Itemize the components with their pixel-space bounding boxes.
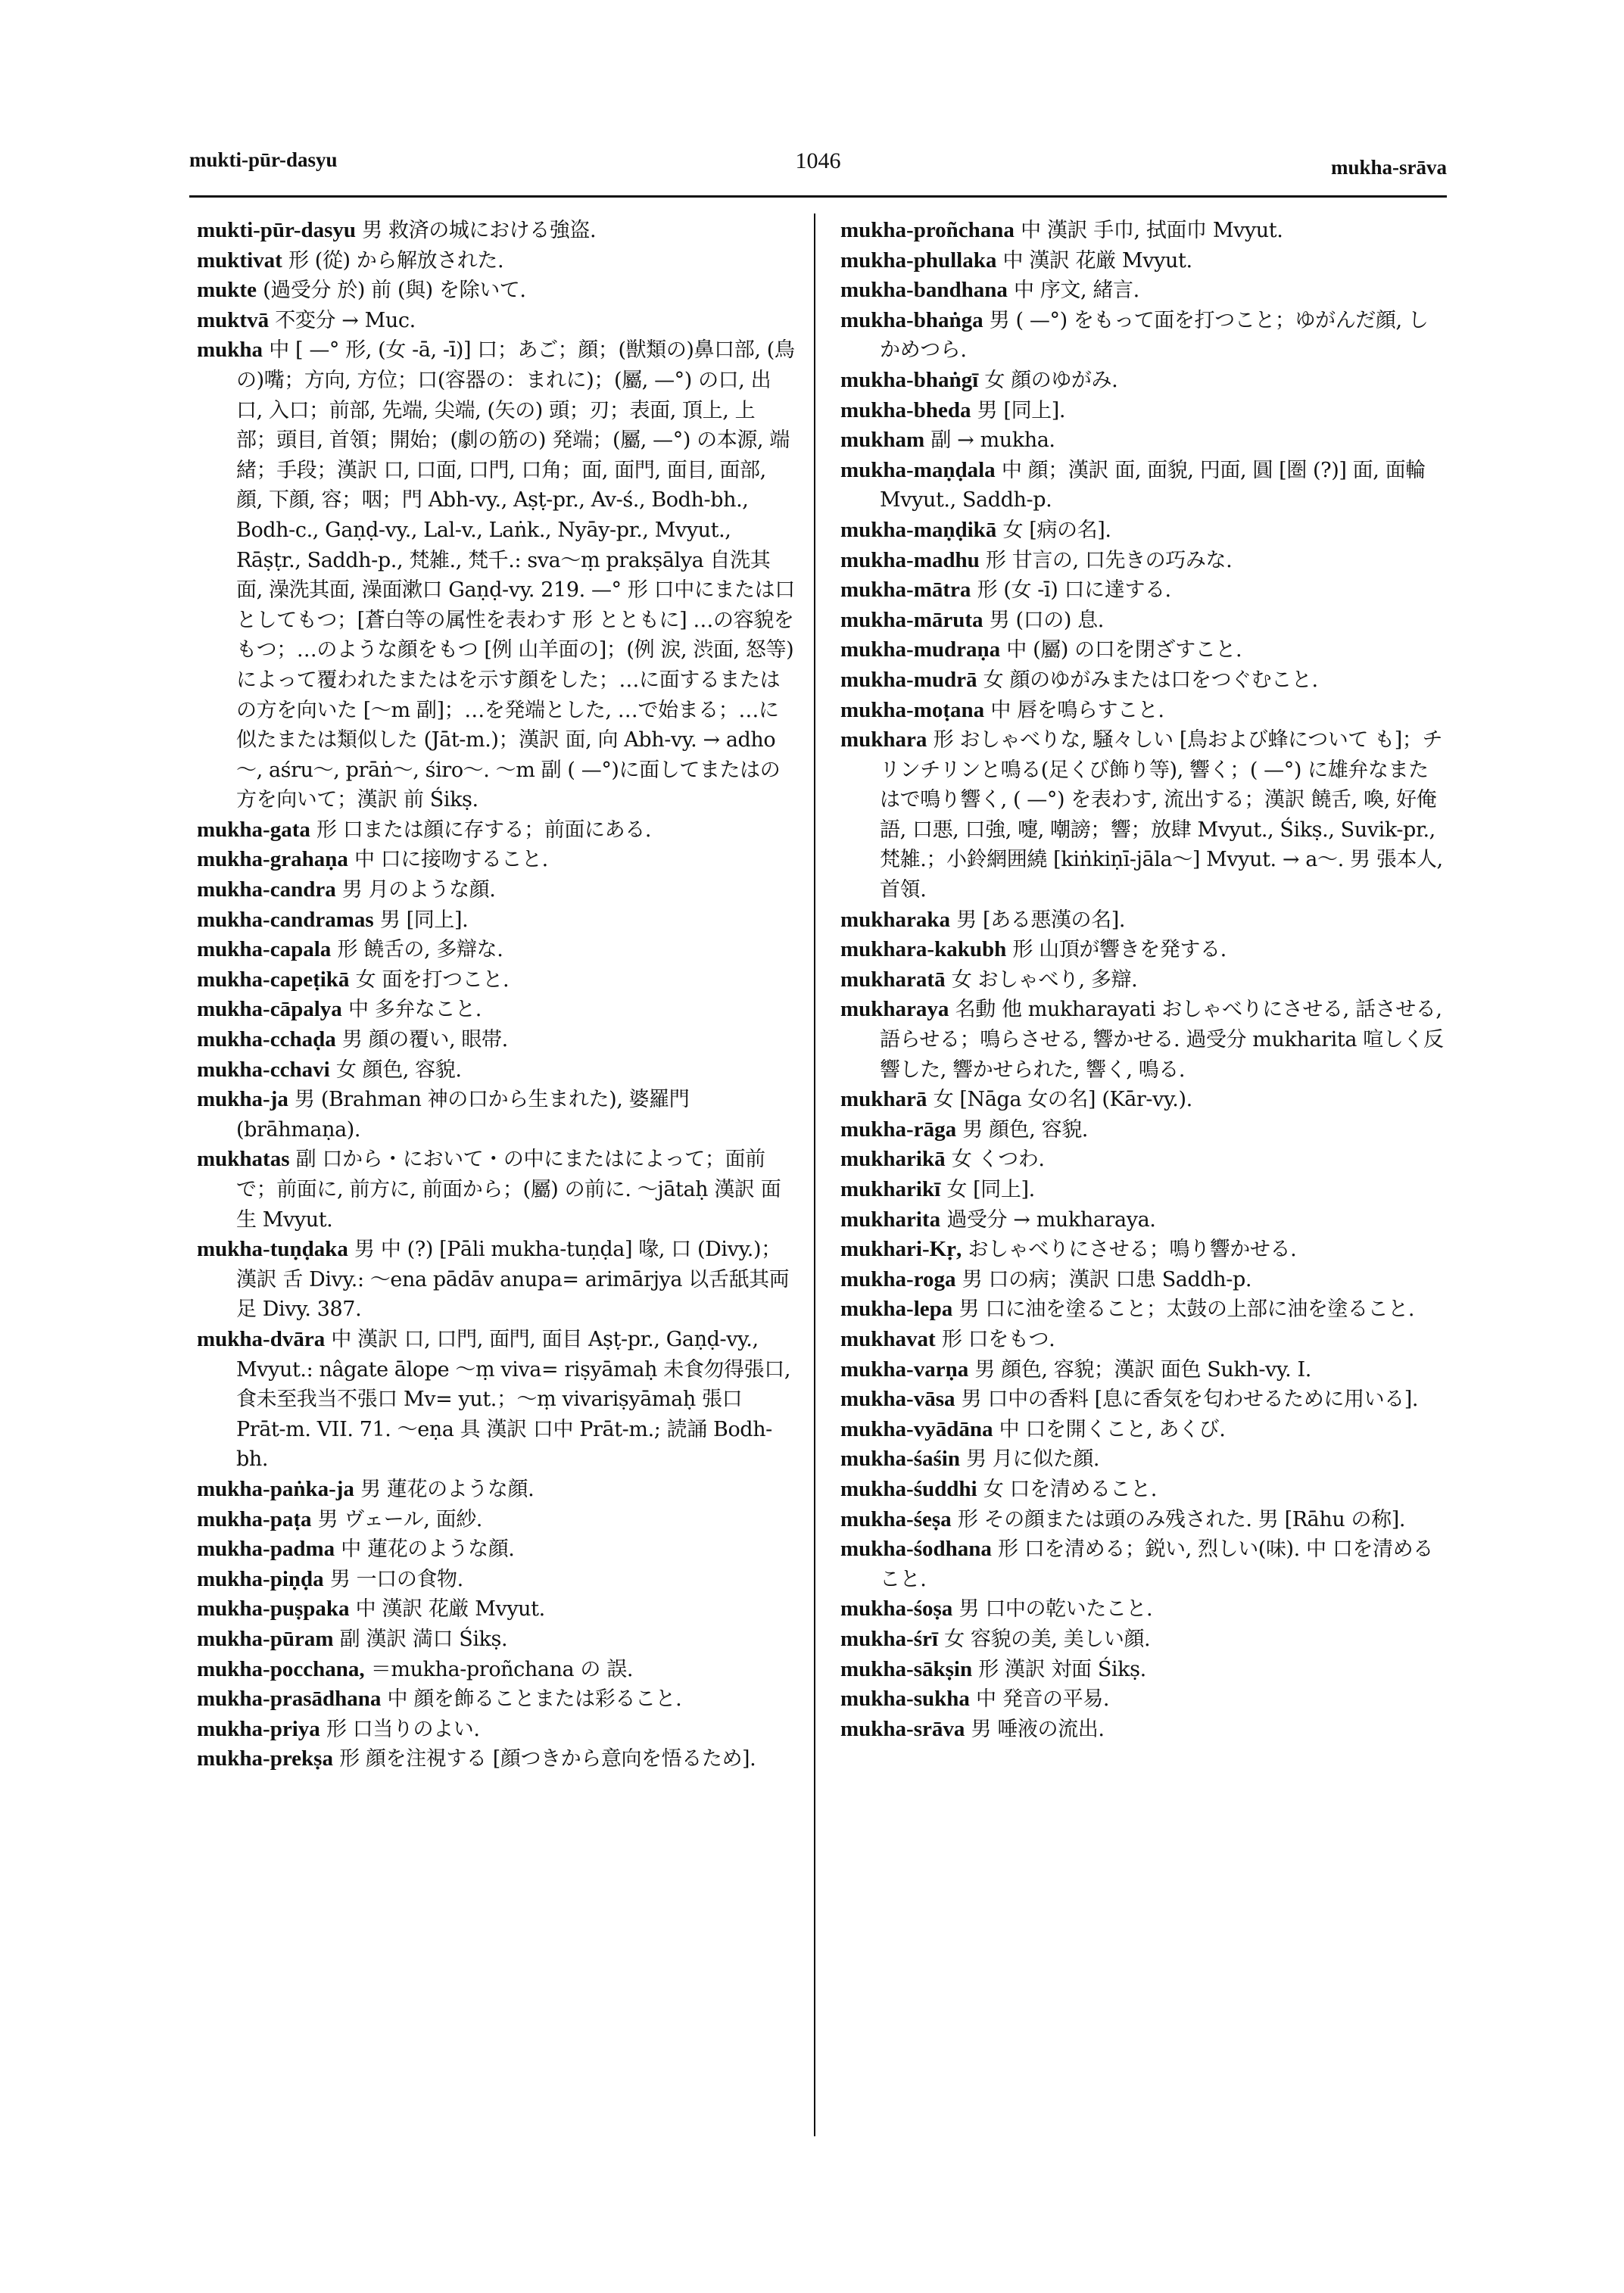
dictionary-entry — [840, 246, 1446, 276]
entry-definition: 男 顔の覆い, 眼帯. — [335, 1028, 508, 1052]
entry-headword: mukha-mudraṇa — [840, 637, 1001, 662]
dictionary-entry — [840, 366, 1446, 396]
dictionary-entry — [197, 1235, 795, 1325]
entry-definition: 女 [同上]. — [940, 1178, 1035, 1201]
entry-headword: mukharaya — [840, 997, 949, 1022]
entry-definition: 男 (口の) 息. — [983, 608, 1104, 632]
dictionary-entry — [840, 1475, 1446, 1505]
dictionary-entry — [840, 1175, 1446, 1205]
entry-definition: 形 漢訳 対面 Śikṣ. — [972, 1657, 1146, 1681]
entry-definition: (過受分 於) 前 (與) を除いて. — [256, 279, 526, 303]
entry-headword: mukha-śodhana — [840, 1537, 992, 1562]
page-number: 1046 — [795, 148, 841, 173]
entry-headword: mukha-roga — [840, 1266, 956, 1291]
dictionary-entry — [840, 216, 1446, 246]
entry-definition: 中 発音の平易. — [969, 1687, 1110, 1712]
entry-definition: 過受分 → mukharaya. — [940, 1207, 1156, 1232]
entry-headword: mukhara-kakubh — [840, 937, 1007, 962]
dictionary-entry — [197, 1145, 795, 1235]
entry-definition: 中 [ —° 形, (女 -ā, -ī)] 口；あご；顔；(獣類の)鼻口部, (鳥の)嘴；方向, 方位；口(容器の：まれに)；(屬, —°) の口, 出口, 入口；前部, 先端, 尖端, (矢の) 頭；刃；表面, 頂上, 上部；頭目, 首領；開始；(劇の筋の) 発端；(屬, —°) の本源, 端緒；手段；漢訳 口, 口面, 口門, 口角；面, 面門, 面目, 面部, 顔, 下顔, 容；咽；門 Abh-vy., Aṣṭ-pr., Av-ś., Bodh-bh., Bodh-c., Gaṇḍ-vy., Lal-v., Laṅk., Nyāy-pr., Mvyut., Rāṣṭr., Saddh-p., 梵雑., 梵千.: sva～ṃ prakṣālya 自洗其面, 澡洗其面, 澡面漱口 Gaṇḍ-vy. 219. —° 形 口中にまたは口としてもつ；[蒼白等の属性を表わす 形 とともに] …の容貌をもつ；…のような顔をもつ [例 山羊面の]；(例 涙, 渋面, 怒等) によって覆われたまたはを示す顔をした；…に面するまたはの方を向いた [～m 副]；…を発端とした, …で始まる；…に似たまたは類似した (Jāt-m.)；漢訳 面, 向 Abh-vy. → adho～, aśru～, prāṅ～, śiro～. ～m 副 ( —°)に面してまたはの方を向いて；漢訳 前 Śikṣ. — [236, 338, 795, 812]
entry-definition: ＝mukha-proñchana の 誤. — [364, 1657, 633, 1681]
entry-headword: mukha-maṇḍikā — [840, 517, 997, 542]
entry-definition: 男 月に似た顔. — [959, 1447, 1100, 1472]
dictionary-entry — [840, 575, 1446, 606]
dictionary-entry — [840, 995, 1446, 1085]
entry-headword: mukharikā — [840, 1147, 946, 1172]
entry-definition: 中 漢訳 花厳 Mvyut. — [996, 248, 1192, 273]
dictionary-entry — [840, 456, 1446, 516]
entry-definition: 女 顔のゆがみ. — [978, 368, 1118, 392]
entry-headword: mukhatas — [197, 1147, 290, 1172]
entry-headword: mukha-priya — [197, 1716, 320, 1741]
entry-definition: 男 口中の香料 [息に香気を匂わせるために用いる]. — [955, 1388, 1419, 1412]
entry-headword: mukha-phullaka — [840, 248, 997, 273]
dictionary-entry — [840, 276, 1446, 306]
entry-definition: 男 口の病；漢訳 口患 Saddh-p. — [955, 1267, 1252, 1291]
dictionary-entry — [840, 1594, 1446, 1625]
entry-definition: 女 顔のゆがみまたは口をつぐむこと. — [977, 668, 1318, 692]
entry-headword: mukha-cchavi — [197, 1057, 330, 1082]
entry-definition: 男 [同上]. — [373, 908, 469, 932]
entry-headword: mukharikī — [840, 1177, 941, 1201]
dictionary-entry — [197, 276, 795, 306]
entry-headword: mukha-madhu — [840, 547, 980, 572]
entry-headword: mukha-maṇḍala — [840, 457, 996, 482]
entry-headword: muktvā — [197, 307, 270, 332]
dictionary-entry — [197, 1655, 795, 1685]
entry-headword: mukha-cchaḍa — [197, 1027, 336, 1052]
entry-headword: mukha-candramas — [197, 907, 374, 932]
dictionary-entry — [840, 1294, 1446, 1325]
entry-headword: mukha-vyādāna — [840, 1416, 993, 1441]
entry-definition: 女 面を打つこと. — [349, 967, 510, 992]
entry-definition: 中 漢訳 花厳 Mvyut. — [349, 1597, 545, 1622]
entry-headword: mukha-bhaṅgī — [840, 367, 979, 392]
entry-definition: 男 顔色, 容貌. — [956, 1117, 1088, 1142]
entry-headword: mukha-lepa — [840, 1297, 953, 1322]
entry-headword: mukhavat — [840, 1326, 936, 1351]
entry-definition: 形 (從) から解放された. — [282, 248, 504, 273]
dictionary-entry — [197, 815, 795, 846]
dictionary-entry — [840, 665, 1446, 696]
entry-headword: mukha-gata — [197, 817, 310, 842]
left-column — [197, 216, 795, 1774]
dictionary-entry — [197, 216, 795, 246]
running-header — [189, 148, 1447, 186]
entry-definition: 副 → mukha. — [924, 428, 1055, 453]
entry-definition: 男 唾液の流出. — [965, 1717, 1105, 1741]
entry-headword: mukharā — [840, 1087, 927, 1112]
entry-headword: mukha-dvāra — [197, 1326, 326, 1351]
entry-definition: 形 口をもつ. — [935, 1327, 1055, 1351]
dictionary-entry — [197, 1594, 795, 1625]
entry-definition: 男 ヴェール, 面紗. — [311, 1507, 482, 1531]
entry-headword: mukham — [840, 428, 925, 453]
entry-definition: 女 くつわ. — [945, 1148, 1045, 1172]
entry-headword: mukha-sākṣin — [840, 1656, 973, 1681]
dictionary-entry — [840, 935, 1446, 965]
entry-definition: 男 [ある悪漢の名]. — [950, 908, 1126, 932]
dictionary-entry — [840, 696, 1446, 726]
entry-headword: mukha-śeṣa — [840, 1506, 952, 1531]
dictionary-entry — [197, 1085, 795, 1145]
dictionary-entry — [197, 246, 795, 276]
entry-definition: 女 口を清めること. — [977, 1477, 1157, 1501]
entry-headword: mukha-proñchana — [840, 218, 1015, 242]
entry-definition: 名動 他 mukharayati おしゃべりにさせる, 話させる, 語らせる；鳴らさせる, 響かせる. 過受分 mukharita 喧しく反響した, 響かせられた, 響く, 鳴る. — [880, 998, 1444, 1082]
entry-headword: mukha-mudrā — [840, 667, 977, 692]
entry-definition: 中 多弁なこと. — [341, 998, 482, 1022]
dictionary-entry — [840, 1684, 1446, 1715]
dictionary-entry — [197, 306, 795, 336]
entry-definition: 副 漢訳 満口 Śikṣ. — [333, 1627, 508, 1651]
dictionary-entry — [840, 1385, 1446, 1415]
entry-headword: mukha-bheda — [840, 397, 971, 422]
entry-headword: mukha-śuddhi — [840, 1476, 977, 1501]
header-rule — [189, 195, 1447, 198]
entry-headword: mukha-śoṣa — [840, 1597, 953, 1622]
entry-definition: 男 顔色, 容貌；漢訳 面色 Sukh-vy. I. — [968, 1357, 1311, 1382]
dictionary-entry — [197, 1625, 795, 1655]
dictionary-entry — [197, 965, 795, 995]
entry-headword: mukha-moṭana — [840, 697, 985, 722]
entry-headword: mukhari-Kṛ, — [840, 1237, 962, 1262]
entry-headword: mukha-candra — [197, 877, 336, 902]
entry-definition: 男 一口の食物. — [323, 1567, 463, 1591]
entry-headword: mukha-piṇḍa — [197, 1566, 324, 1591]
entry-headword: mukha-varṇa — [840, 1357, 969, 1382]
dictionary-entry — [840, 516, 1446, 546]
entry-headword: mukha-capala — [197, 937, 332, 962]
dictionary-entry — [840, 1655, 1446, 1685]
dictionary-entry — [840, 1325, 1446, 1355]
entry-headword: mukha-paṭa — [197, 1506, 312, 1531]
entry-headword: mukha — [197, 338, 263, 363]
entry-definition: 中 顔を飾ることまたは彩ること. — [381, 1687, 682, 1712]
dictionary-entry — [840, 1444, 1446, 1475]
entry-definition: 形 口を清める；鋭い, 烈しい(味). 中 口を清めること. — [880, 1537, 1433, 1591]
dictionary-entry — [840, 1505, 1446, 1535]
entry-definition: 形 顔を注視する [顔つきから意向を悟るため]. — [332, 1747, 756, 1771]
dictionary-entry — [840, 1715, 1446, 1745]
entry-headword: mukha-srāva — [840, 1716, 965, 1741]
dictionary-entry — [197, 845, 795, 875]
dictionary-entry — [840, 306, 1446, 366]
entry-definition: おしゃべりにさせる；鳴り響かせる. — [962, 1238, 1297, 1262]
entry-headword: mukha-bandhana — [840, 278, 1008, 303]
entry-definition: 男 (Brahman 神の口から生まれた), 婆羅門 (brāhmaṇa). — [236, 1088, 690, 1142]
entry-headword: mukha-vāsa — [840, 1387, 955, 1412]
entry-headword: mukharaka — [840, 907, 951, 932]
dictionary-entry — [197, 1684, 795, 1715]
dictionary-entry — [197, 1715, 795, 1745]
dictionary-entry — [197, 335, 795, 815]
entry-headword: mukharita — [840, 1207, 941, 1232]
entry-headword: mukha-cāpalya — [197, 997, 342, 1022]
dictionary-entry — [840, 1534, 1446, 1594]
entry-definition: 男 口中の乾いたこと. — [952, 1597, 1153, 1622]
entry-definition: 形 その顔または頭のみ残された. 男 [Rāhu の称]. — [951, 1507, 1406, 1531]
header-left-guideword: mukti-pūr-dasyu — [189, 148, 338, 171]
entry-definition: 不変分 → Muc. — [269, 308, 416, 332]
entry-definition: 男 口に油を塗ること；太鼓の上部に油を塗ること. — [952, 1298, 1415, 1322]
dictionary-entry — [197, 875, 795, 905]
entry-definition: 形 おしゃべりな, 騒々しい [鳥および蜂について も]；チリンチリンと鳴る(足くび飾り等), 響く；( —°) に雄弁なまたはで鳴り響く, ( —°) を表わす, 流出する；漢訳 饒舌, 喚, 好俺語, 口悪, 口強, 嚏, 嘲謗；響；放肆 Mvyut., Śikṣ., Suvik-pr., 梵雑.；小鈴網囲繞 [kiṅkiṇī-jāla～] Mvyut. → a～. 男 張本人, 首領. — [880, 728, 1443, 902]
entry-definition: 男 ( —°) をもって面を打つこと；ゆがんだ顔, しかめつら. — [880, 308, 1429, 363]
entry-headword: mukha-pūram — [197, 1626, 334, 1651]
entry-definition: 形 口当りのよい. — [320, 1717, 480, 1741]
dictionary-entry — [197, 1534, 795, 1565]
entry-definition: 女 顔色, 容貌. — [329, 1058, 462, 1082]
dictionary-entry — [840, 1085, 1446, 1115]
dictionary-entry — [840, 1265, 1446, 1295]
entry-headword: mukha-padma — [197, 1537, 335, 1562]
dictionary-entry — [840, 1115, 1446, 1145]
dictionary-entry — [197, 1475, 795, 1505]
dictionary-entry — [840, 1235, 1446, 1265]
entry-definition: 男 救済の城における強盗. — [356, 219, 597, 242]
entry-definition: 女 容貌の美, 美しい顔. — [937, 1627, 1151, 1651]
entry-headword: mukha-bhaṅga — [840, 307, 983, 332]
dictionary-entry — [197, 1744, 795, 1774]
dictionary-entry — [840, 425, 1446, 456]
entry-definition: 男 [同上]. — [971, 398, 1066, 422]
entry-definition: 中 唇を鳴らすこと. — [984, 698, 1164, 722]
right-column — [840, 216, 1446, 1744]
entry-definition: 形 (女 -ī) 口に達する. — [971, 578, 1171, 603]
entry-headword: mukha-māruta — [840, 607, 983, 632]
entry-definition: 形 饒舌の, 多辯な. — [331, 938, 503, 962]
entry-definition: 中 漢訳 口, 口門, 面門, 面目 Aṣṭ-pr., Gaṇḍ-vy., Mvyut.: nâgate ālope ～ṃ viva= riṣyāmaḥ 未食勿得張口, 食未至我当不張口 Mv= yut.；～ṃ vivariṣyāmaḥ 張口 Prāt-m. VII. 71. ～eṇa 具 漢訳 口中 Prāt-m.; 読誦 Bodh-bh. — [236, 1327, 790, 1472]
entry-headword: mukti-pūr-dasyu — [197, 218, 357, 242]
entry-headword: mukha-prasādhana — [197, 1687, 382, 1712]
entry-definition: 中 口に接吻すること. — [348, 848, 548, 872]
entry-headword: mukha-prekṣa — [197, 1746, 333, 1771]
entry-headword: mukha-pocchana, — [197, 1656, 365, 1681]
entry-definition: 女 おしゃべり, 多辯. — [945, 967, 1138, 992]
dictionary-entry — [840, 1415, 1446, 1445]
dictionary-entry — [840, 1625, 1446, 1655]
entry-headword: mukha-grahaṇa — [197, 847, 348, 872]
dictionary-entry — [197, 1055, 795, 1086]
entry-headword: mukha-sukha — [840, 1687, 970, 1712]
dictionary-entry — [197, 1325, 795, 1475]
entry-definition: 副 口から・において・の中にまたはによって；面前で；前面に, 前方に, 前面から；(屬) の前に. ～jātaḥ 漢訳 面生 Mvyut. — [236, 1148, 781, 1232]
entry-headword: mukha-ja — [197, 1087, 288, 1112]
dictionary-entry — [197, 995, 795, 1025]
entry-headword: muktivat — [197, 248, 282, 273]
dictionary-entry — [840, 905, 1446, 936]
entry-headword: mukha-śrī — [840, 1626, 938, 1651]
dictionary-entry — [840, 1355, 1446, 1385]
dictionary-entry — [197, 1565, 795, 1595]
entry-definition: 中 (屬) の口を閉ざすこと. — [1000, 638, 1242, 662]
dictionary-entry — [840, 725, 1446, 905]
entry-headword: mukha-śaśin — [840, 1447, 960, 1472]
entry-definition: 中 顔；漢訳 面, 面貌, 円面, 圓 [圏 (?)] 面, 面輪 Mvyut., Saddh-p. — [880, 458, 1426, 512]
entry-definition: 中 口を開くこと, あくび. — [993, 1417, 1226, 1441]
entry-definition: 女 [病の名]. — [996, 518, 1111, 542]
entry-definition: 形 山頂が響きを発する. — [1006, 938, 1227, 962]
entry-headword: mukharatā — [840, 967, 946, 992]
entry-definition: 形 甘言の, 口先きの巧みな. — [979, 548, 1233, 572]
dictionary-entry — [197, 1025, 795, 1055]
dictionary-entry — [840, 965, 1446, 995]
entry-headword: mukte — [197, 278, 257, 303]
entry-headword: mukha-puṣpaka — [197, 1597, 350, 1622]
dictionary-entry — [197, 905, 795, 936]
column-divider — [814, 213, 815, 2136]
entry-definition: 形 口または顔に存する；前面にある. — [310, 818, 652, 842]
entry-headword: mukha-tuṇḍaka — [197, 1237, 348, 1262]
dictionary-entry — [197, 935, 795, 965]
entry-definition: 中 漢訳 手巾, 拭面巾 Mvyut. — [1014, 219, 1283, 242]
dictionary-entry — [840, 546, 1446, 576]
entry-definition: 中 序文, 緒言. — [1007, 279, 1139, 303]
entry-definition: 女 [Nāga 女の名] (Kār-vy.). — [927, 1088, 1192, 1112]
entry-definition: 男 中 (?) [Pāli mukha-tuṇḍa] 喙, 口 (Divy.)；漢訳 舌 Divy.: ～ena pādāv anupa= arimārjya 以舌舐其両足 Divy. 387. — [236, 1238, 790, 1322]
entry-definition: 中 蓮花のような顔. — [335, 1537, 515, 1562]
entry-headword: mukha-paṅka-ja — [197, 1476, 354, 1501]
entry-headword: mukhara — [840, 727, 927, 752]
dictionary-entry — [840, 606, 1446, 636]
entry-definition: 男 蓮花のような顔. — [354, 1477, 535, 1501]
entry-headword: mukha-capeṭikā — [197, 967, 350, 992]
dictionary-entry — [840, 1205, 1446, 1235]
entry-definition: 男 月のような顔. — [335, 878, 496, 902]
dictionary-entry — [840, 1145, 1446, 1175]
entry-headword: mukha-rāga — [840, 1117, 957, 1142]
dictionary-entry — [840, 396, 1446, 426]
dictionary-entry — [197, 1505, 795, 1535]
entry-headword: mukha-mātra — [840, 578, 971, 603]
header-right-guideword: mukha-srāva — [1330, 156, 1447, 179]
dictionary-entry — [840, 635, 1446, 665]
